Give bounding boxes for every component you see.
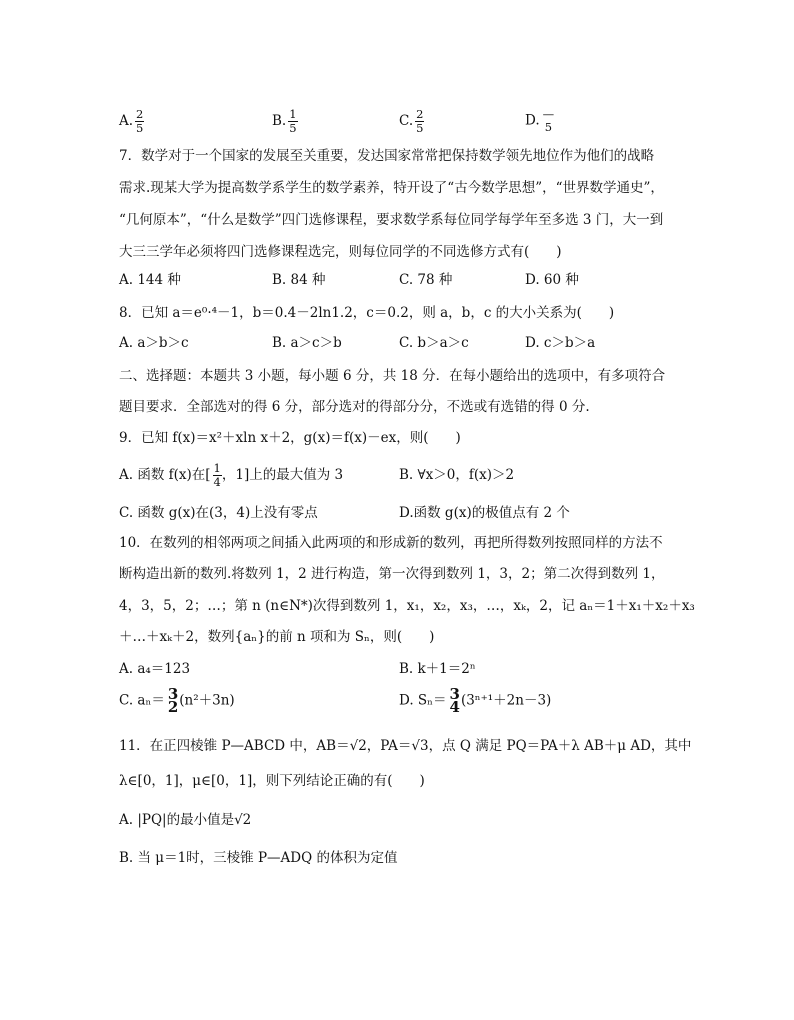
q11-line-2: λ∈[0，1]，μ∈[0，1]，则下列结论正确的有( ): [119, 773, 425, 789]
q9-option-d: D.函数 g(x)的极值点有 2 个: [399, 505, 570, 521]
q8-option-c: C. b＞a＞c: [399, 335, 469, 351]
q9-option-c: C. 函数 g(x)在(3，4)上没有零点: [119, 505, 318, 521]
q10-option-b: B. k＋1＝2ⁿ: [399, 661, 476, 677]
fraction: $\frac{1}{4}$: [213, 461, 221, 489]
q9-stem: 9．已知 f(x)＝x²＋xln x＋2，g(x)＝f(x)－ex，则( ): [119, 430, 461, 446]
q7-line-2: 需求.现某大学为提高数学系学生的数学素养，特开设了“古今数学思想”，“世界数学通史”，: [119, 180, 664, 196]
q6-option-a: A. $\frac{2}{5}$: [119, 107, 144, 135]
q11-line-1: 11．在正四棱锥 P—ABCD 中，AB＝√2，PA＝√3，点 Q 满足 PQ＝PA＋λ AB＋μ AD，其中: [119, 738, 692, 754]
q7-option-c: C. 78 种: [399, 272, 453, 288]
q6-option-b: B. $\frac{1}{5}$: [272, 107, 297, 135]
section2-heading-line-1: 二、选择题：本题共 3 小题，每小题 6 分，共 18 分．在每小题给出的选项中，有多项符合: [119, 368, 666, 384]
q10-line-3: 4，3，5，2；…；第 n (n∈N*)次得到数列 1，x₁，x₂，x₃，…，xₖ，2，记 aₙ＝1＋x₁＋x₂＋x₃: [119, 598, 695, 614]
q10-option-c: C. aₙ＝ 3 2 (n²＋3n): [119, 685, 235, 716]
q8-option-a: A. a＞b＞c: [119, 335, 189, 351]
q8-option-d: D. c＞b＞a: [525, 335, 596, 351]
q7-line-4: 大三三学年必须将四门选修课程选完，则每位同学的不同选修方式有( ): [119, 244, 562, 260]
fraction: $\frac{2}{5}$: [416, 107, 424, 135]
q7-option-a: A. 144 种: [119, 272, 181, 288]
q11-option-a: A. |PQ|的最小值是√2: [119, 812, 252, 828]
q10-line-1: 10．在数列的相邻两项之间插入此两项的和形成新的数列，再把所得数列按照同样的方法不: [119, 535, 663, 551]
fraction: 3 2: [167, 685, 179, 716]
q9-option-b: B. ∀x＞0，f(x)＞2: [399, 467, 515, 483]
q6-option-d: D. — 5: [525, 107, 555, 134]
q10-line-2: 断构造出新的数列.将数列 1，2 进行构造，第一次得到数列 1，3，2；第二次得到数列 1，: [119, 566, 665, 582]
q10-line-4: ＋…＋xₖ＋2，数列{aₙ}的前 n 项和为 Sₙ，则( ): [119, 629, 435, 645]
q11-option-b: B. 当 μ＝1时，三棱锥 P—ADQ 的体积为定值: [119, 850, 398, 866]
fraction: — 5: [542, 107, 555, 134]
fraction: $\frac{2}{5}$: [136, 107, 144, 135]
q9-option-a: A. 函数 f(x)在[ $\frac{1}{4}$ ，1]上的最大值为 3: [119, 461, 344, 489]
q8-option-b: B. a＞c＞b: [272, 335, 342, 351]
q10-option-d: D. Sₙ＝ 3 4 (3ⁿ⁺¹＋2n－3): [399, 685, 552, 716]
q7-option-b: B. 84 种: [272, 272, 326, 288]
fraction: 3 4: [449, 685, 460, 716]
q6-option-c: C. $\frac{2}{5}$: [399, 107, 424, 135]
section2-heading-line-2: 题目要求．全部选对的得 6 分，部分选对的得部分分，不选或有选错的得 0 分.: [119, 399, 590, 415]
fraction: $\frac{1}{5}$: [289, 107, 297, 135]
q7-line-3: “几何原本”，“什么是数学”四门选修课程，要求数学系每位同学每学年至多选 3 门，大一到: [119, 212, 664, 228]
q7-option-d: D. 60 种: [525, 272, 579, 288]
q10-option-a: A. a₄＝123: [119, 661, 191, 677]
q8-stem: 8．已知 a＝e⁰·⁴－1，b＝0.4－2ln1.2，c＝0.2，则 a，b，c 的大小关系为( ): [119, 305, 615, 321]
q7-line-1: 7．数学对于一个国家的发展至关重要，发达国家常常把保持数学领先地位作为他们的战略: [119, 148, 655, 164]
